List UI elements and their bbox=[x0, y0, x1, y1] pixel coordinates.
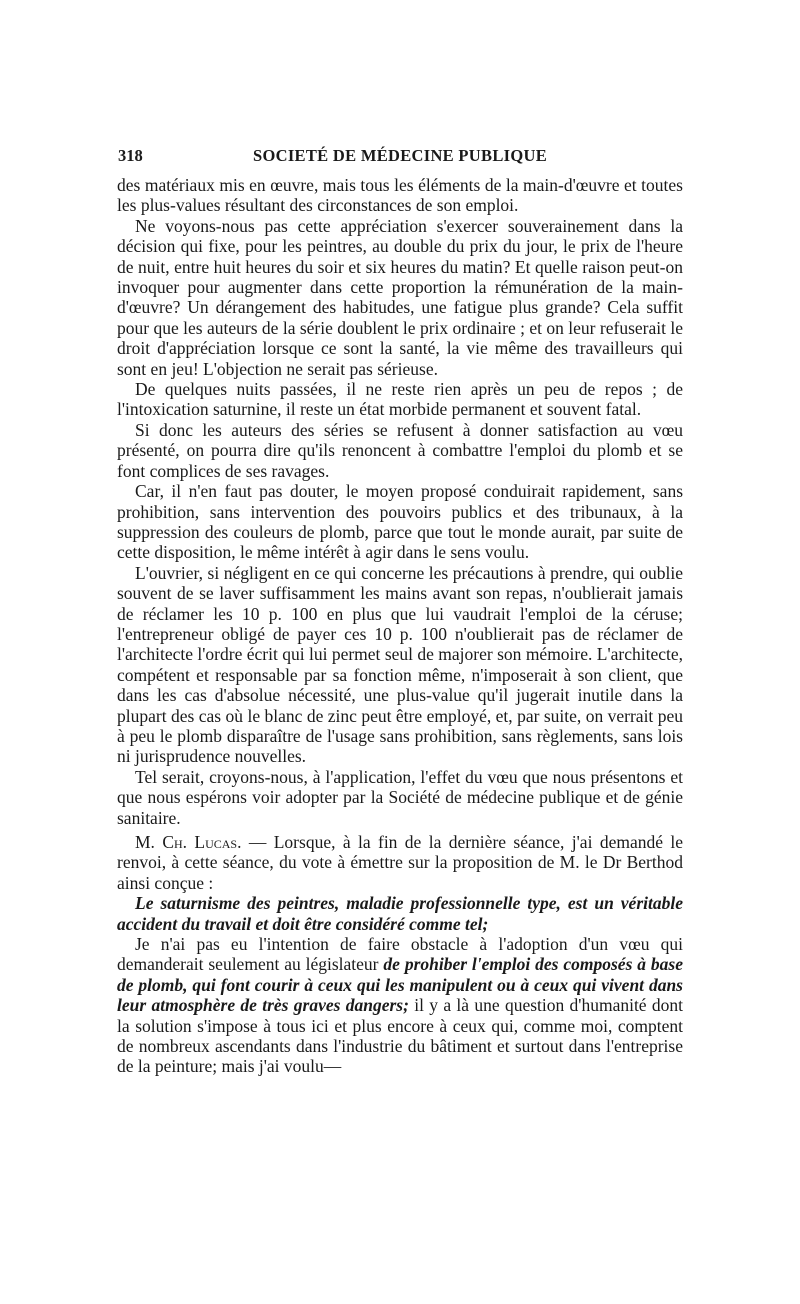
page-number: 318 bbox=[118, 146, 143, 165]
speaker-text: — Lorsque, à la fin de la dernière séance, j'ai demandé le renvoi, à cette séance, du vote à émettre sur la proposition de M. le Dr Berthod ainsi conçue : bbox=[117, 832, 683, 893]
paragraph-4: Si donc les auteurs des séries se refusent à donner satisfaction au vœu présenté, on pourra dire qu'ils renoncent à combattre l'emploi du plomb et se font complices de ses ravages. bbox=[117, 419, 683, 481]
running-head: SOCIETÉ DE MÉDECINE PUBLIQUE bbox=[253, 146, 547, 165]
final-text-part-2: il y a là une question d'humanité dont la solution s'impose à tous ici et plus encore à ceux qui, comme moi, comptent de nombreux ascendants dans l'industrie du bâtiment et surtout dans l'entreprise de la peinture; mais j'ai voulu— bbox=[117, 995, 684, 1077]
paragraph-1: des matériaux mis en œuvre, mais tous les éléments de la main-d'œuvre et toutes les plus-values résultant des circonstances de son emploi. bbox=[117, 175, 683, 216]
paragraph-5: Car, il n'en faut pas douter, le moyen proposé conduirait rapidement, sans prohibition, sans intervention des pouvoirs publics et des tribunaux, à la suppression des couleurs de plomb, parce que tout le monde aurait, par suite de cette disposition, le même intérêt à agir dans le sens voulu. bbox=[117, 481, 683, 563]
speaker-paragraph bbox=[117, 832, 683, 893]
page-header bbox=[118, 146, 682, 168]
paragraph-6: L'ouvrier, si négligent en ce qui concerne les précautions à prendre, qui oublie souvent de se laver suffisamment les mains avant son repas, n'oublierait jamais de réclamer les 10 p. 100 en plus que lui vaudrait l'emploi de la céruse; l'entrepreneur obligé de payer ces 10 p. 100 n'oublierait pas de réclamer de l'architecte l'ordre écrit qui lui permet seul de majorer son mémoire. L'architecte, compétent et responsable par sa fonction même, n'imposerait à son client, que dans les cas d'absolue nécessité, une plus-value qu'il jugerait inutile dans la plupart des cas où le blanc de zinc peut être employé, et, par suite, on verrait peu à peu le plomb disparaître de l'usage sans prohibition, sans règlements, sans lois ni jurisprudence nouvelles. bbox=[117, 562, 683, 767]
paragraph-7: Tel serait, croyons-nous, à l'application, l'effet du vœu que nous présentons et que nous espérons voir adopter par la Société de médecine publique et de génie sanitaire. bbox=[117, 766, 683, 828]
quote-text: Le saturnisme des peintres, maladie professionnelle type, est un véritable accident du travail et doit être considéré comme tel; bbox=[117, 893, 683, 934]
body-text bbox=[117, 175, 683, 1077]
paragraph-3: De quelques nuits passées, il ne reste rien après un peu de repos ; de l'intoxication saturnine, il reste un état morbide permanent et souvent fatal. bbox=[117, 379, 683, 420]
quoted-proposition bbox=[117, 893, 683, 934]
paragraph-2: Ne voyons-nous pas cette appréciation s'exercer souverainement dans la décision qui fixe, pour les peintres, au double du prix du jour, le prix de l'heure de nuit, entre huit heures du soir et six heures du matin? Et quelle raison peut-on invoquer pour augmenter dans cette proportion la rémunération de la main-d'œuvre? Un dérangement des habitudes, une fatigue plus grande? Cela suffit pour que les auteurs de la série doublent le prix ordinaire ; et on leur refuserait le droit d'appréciation lorsque ce sont la santé, la vie même des travailleurs qui sont en jeu! L'objection ne serait pas sérieuse. bbox=[117, 215, 683, 379]
final-emphasis: de prohiber l'emploi des composés à base de plomb, qui font courir à ceux qui les manipulent ou à ceux qui vivent dans leur atmosphère de très graves dangers; bbox=[117, 954, 683, 1016]
final-paragraph bbox=[117, 934, 683, 1077]
speaker-name: M. Ch. Lucas. bbox=[135, 832, 242, 852]
final-text-part-1: Je n'ai pas eu l'intention de faire obstacle à l'adoption d'un vœu qui demanderait seulement au législateur bbox=[117, 934, 683, 975]
